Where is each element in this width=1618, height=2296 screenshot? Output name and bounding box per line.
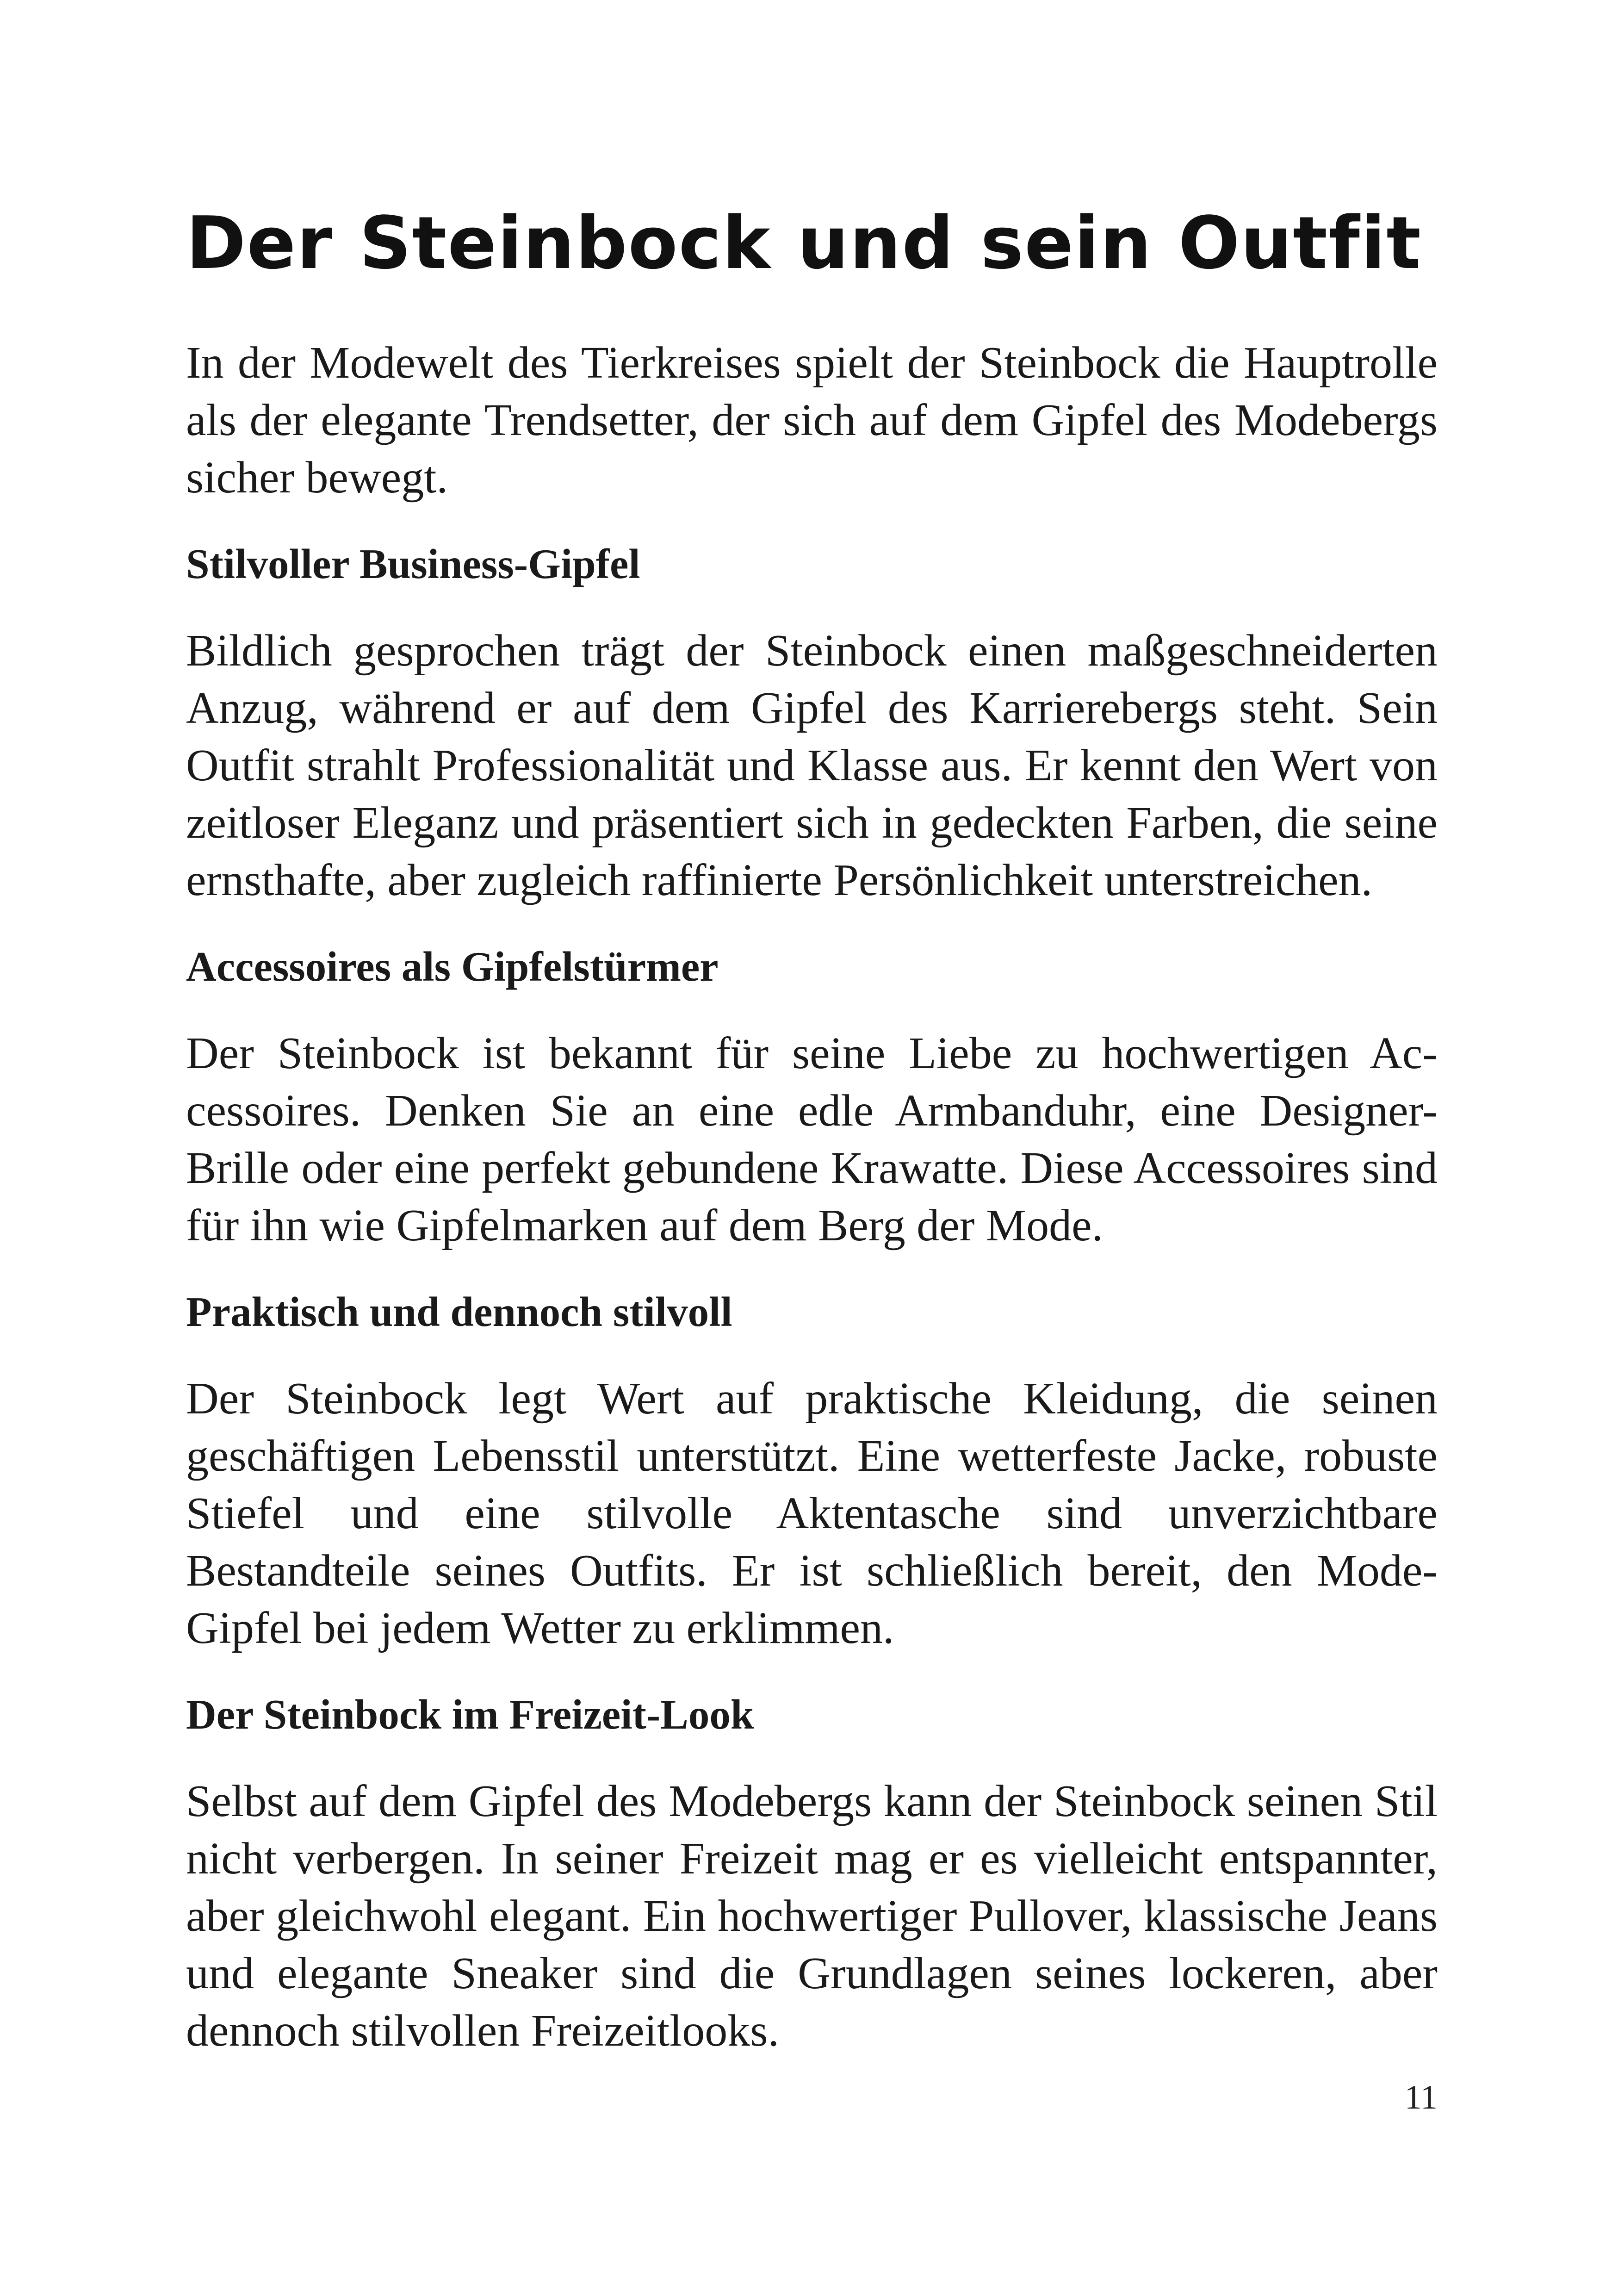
page-title: Der Steinbock und sein Outfit [186, 201, 1422, 285]
page-content [186, 201, 1438, 2060]
section-text-practical: Der Steinbock legt Wert auf praktische Kleidung, die seinen geschäftigen Lebensstil unterstützt. Eine wetterfeste Jacke, robuste Stiefel und eine stilvolle Aktentasche sind unverzichtbare Bestandteile seines Outfits. Er ist schließlich bereit, den Mode-Gipfel bei jedem Wetter zu erklimmen. [186, 1373, 1438, 1653]
section-heading-business: Stilvoller Business-Gipfel [186, 540, 640, 587]
section-heading-leisure: Der Steinbock im Freizeit-Look [186, 1691, 754, 1738]
section-text-leisure: Selbst auf dem Gipfel des Modebergs kann der Steinbock seinen Stil nicht verbergen. In seiner Freizeit mag er es vielleicht entspannter, aber gleichwohl elegant. Ein hochwertiger Pullover, klassische Jeans und elegante Sneaker sind die Grundlagen seines lockeren, aber dennoch stilvollen Freizeitlooks. [186, 1776, 1438, 2056]
page-number: 11 [1404, 2078, 1438, 2116]
section-text-accessories: Der Steinbock ist bekannt für seine Liebe zu hochwertigen Accessoires. Denken Sie an eine edle Armbanduhr, eine Designer-Brille oder eine perfekt gebundene Krawatte. Diese Accessoires sind für ihn wie Gipfelmarken auf dem Berg der Mode. [186, 1028, 1438, 1251]
intro-paragraph: In der Modewelt des Tierkreises spielt der Steinbock die Hauptrolle als der elegante Trendsetter, der sich auf dem Gipfel des Modebergs sicher bewegt. [186, 337, 1438, 503]
section-heading-practical: Praktisch und dennoch stilvoll [186, 1288, 732, 1335]
section-text-business: Bildlich gesprochen trägt der Steinbock einen maßgeschneiderten Anzug, während er auf dem Gipfel des Karrierebergs steht. Sein Outfit strahlt Professionalität und Klasse aus. Er kennt den Wert von zeitloser Eleganz und präsentiert sich in gedeckten Farben, die seine ernsthafte, aber zugleich raffinierte Persönlichkeit unterstreichen. [186, 625, 1438, 905]
section-heading-accessories: Accessoires als Gipfelstürmer [186, 943, 719, 990]
